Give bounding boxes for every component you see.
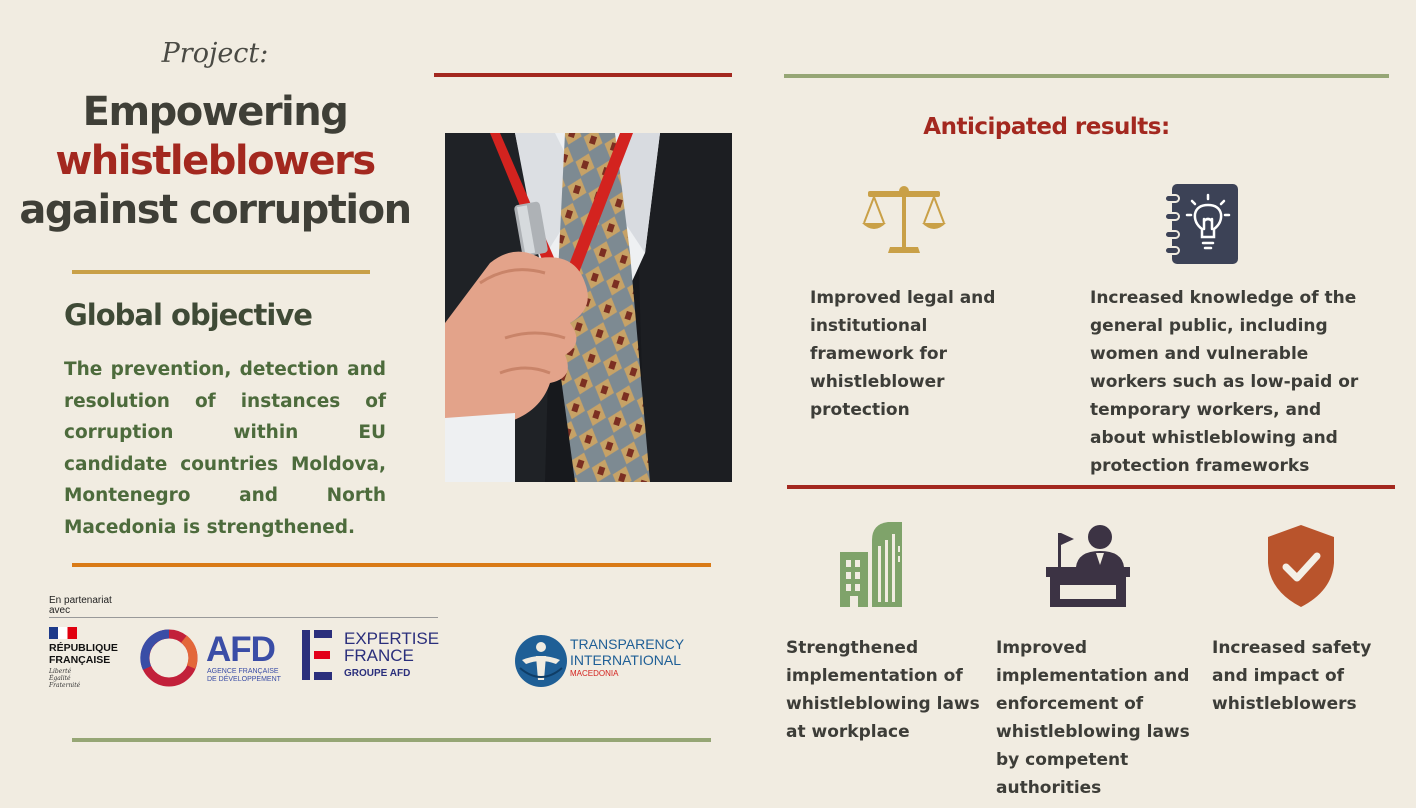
whistle-photo [445,133,732,482]
rf-line-2: FRANÇAISE [49,654,111,666]
result-text-1: Improved legal and institutional framework for whistleblower protection [810,288,996,420]
result-text-3: Strengthened implementation of whistleblowing laws at workplace [786,638,980,742]
rf-motto-1: Liberté [49,668,72,675]
republique-francaise-logo [49,627,129,691]
page-title [0,88,430,235]
title-line-3: against corruption [19,187,411,233]
title-line-1: Empowering [82,89,348,135]
transparency-international-logo [514,634,694,688]
ti-globe-icon [514,634,568,688]
divider-top-red [434,73,732,77]
ef-line-2: FRANCE [344,646,414,665]
objective-heading: Global objective [64,298,312,332]
objective-text: The prevention, detection and resolution of instances of corruption within EU candidate countries Moldova, Montenegro and North Macedonia is strengthened. [64,359,386,538]
scales-icon [860,185,948,257]
partners-intro: En partenariat avec [49,595,112,616]
flag-icon [49,627,77,639]
divider-orange [72,563,711,567]
ef-mark-icon [302,630,332,680]
lightbulb-notebook-icon [1162,183,1242,265]
divider-bottom-olive [72,738,711,742]
rf-line-1: RÉPUBLIQUE [49,642,118,654]
afd-logo [138,626,288,690]
title-line-2: whistleblowers [55,138,375,184]
results-heading: Anticipated results: [923,114,1170,140]
project-label: Project: [161,38,269,69]
afd-ring-icon [138,627,200,689]
ti-line-3: MACEDONIA [570,669,619,678]
divider-mid-red [787,485,1395,489]
shield-check-icon [1266,523,1336,609]
ti-line-2: INTERNATIONAL [570,652,681,668]
afd-sub-2: DE DÉVELOPPEMENT [207,676,281,683]
speaker-podium-icon [1044,521,1132,609]
expertise-france-logo [302,630,442,682]
divider-gold [72,270,370,274]
result-text-2: Increased knowledge of the general public, including women and vulnerable workers such as low-paid or temporary workers, and about whistleblowing and protection frameworks [1090,288,1359,476]
ef-line-1: EXPERTISE [344,629,440,648]
divider-top-olive [784,74,1389,78]
rf-motto-3: Fraternité [49,682,81,689]
result-text-4: Improved implementation and enforcement of whistleblowing laws by competent authorities [996,638,1190,798]
ef-line-3: GROUPE AFD [344,668,411,679]
afd-name: AFD [206,630,275,669]
ti-line-1: TRANSPARENCY [570,636,685,652]
building-icon [838,520,904,608]
partners-divider [49,617,438,618]
result-text-5: Increased safety and impact of whistleblowers [1212,638,1372,714]
rf-motto-2: Égalité [49,675,71,682]
afd-sub-1: AGENCE FRANÇAISE [207,668,279,675]
